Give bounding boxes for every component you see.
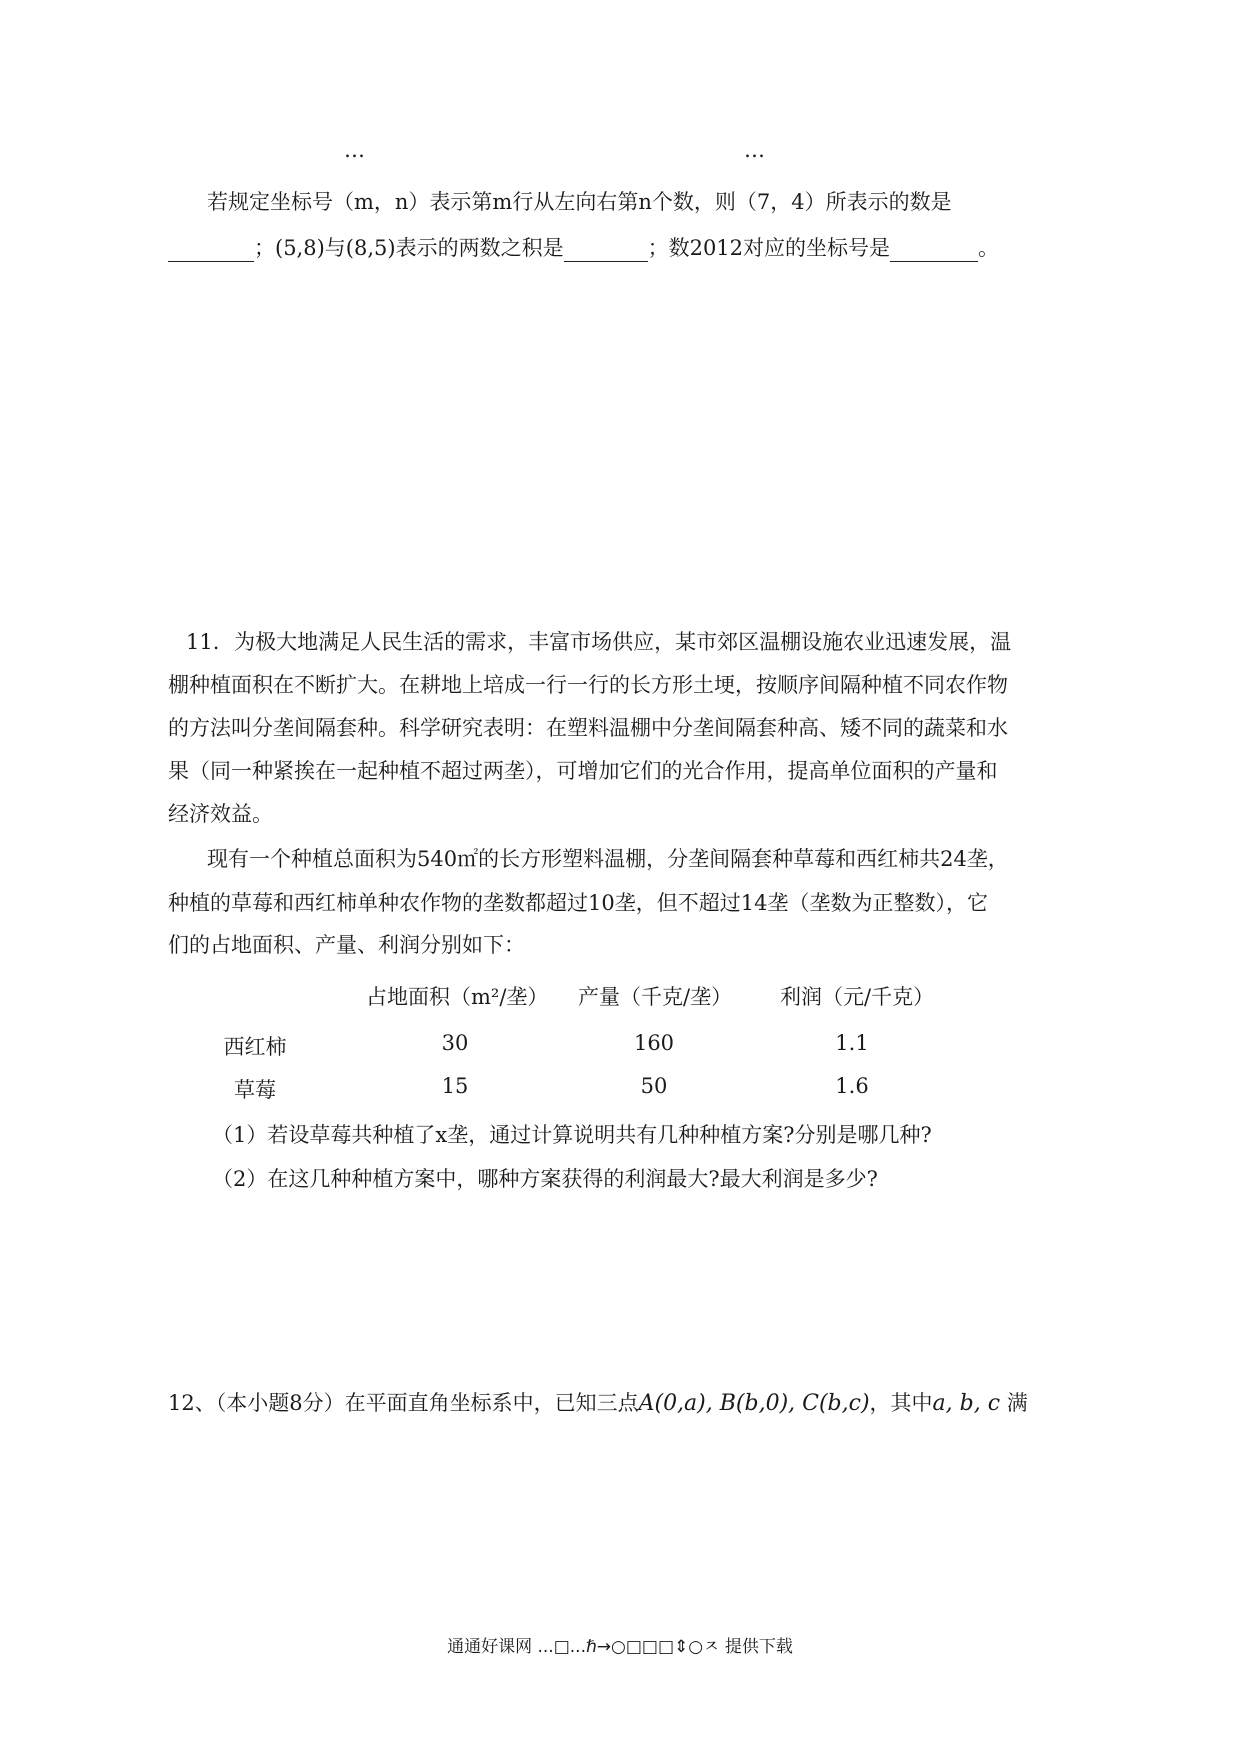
problem-11-para1-line-1: 为极大地满足人民生活的需求，丰富市场供应，某市郊区温棚设施农业迅速发展，温: [234, 630, 1012, 654]
problem-12-vars-math: a, b, c: [932, 1391, 1001, 1416]
problem-11-question-1: （1）若设草莓共种植了x垄，通过计算说明共有几种种植方案?分别是哪几种?: [212, 1123, 932, 1147]
table-row-yield: 160: [633, 1031, 675, 1055]
problem-11-para1-line-4: 果（同一种紧挨在一起种植不超过两垄），可增加它们的光合作用，提高单位面积的产量和: [168, 759, 998, 783]
problem-11-number: 11.: [186, 630, 220, 654]
problem-11-para1-line-5: 经济效益。: [168, 802, 273, 826]
answer-blank-3[interactable]: [890, 241, 978, 262]
table-header-profit: 利润（元/千克）: [780, 985, 935, 1009]
problem-12-text-mid: ，其中: [869, 1391, 933, 1415]
table-header-area: 占地面积（m²/垄）: [366, 985, 549, 1009]
problem-11-para2-line-2: 种植的草莓和西红柿单种农作物的垄数都超过10垄，但不超过14垄（垄数为正整数），它: [168, 891, 988, 915]
problem-11-para2-line-1: 现有一个种植总面积为540㎡的长方形塑料温棚，分垄间隔套种草莓和西红柿共24垄，: [207, 847, 1009, 871]
table-header-yield: 产量（千克/垄）: [578, 985, 733, 1009]
table-row-name: 西红柿: [223, 1035, 287, 1059]
problem-11-para1-line-3: 的方法叫分垄间隔套种。科学研究表明：在塑料温棚中分垄间隔套种高、矮不同的蔬菜和水: [168, 716, 1008, 740]
problem-12-points-math: A(0,a), B(b,0), C(b,c): [638, 1391, 870, 1416]
coordinate-rule-text: 若规定坐标号（m，n）表示第m行从左向右第n个数，则（7，4）所表示的数是: [207, 190, 952, 214]
answer-blank-2[interactable]: [564, 241, 648, 262]
table-row-area: 15: [441, 1074, 469, 1098]
problem-12-text-end: 满: [1006, 1391, 1028, 1415]
blank-question-3: ；数2012对应的坐标号是: [647, 236, 891, 260]
table-row-name: 草莓: [234, 1078, 276, 1102]
table-row-yield: 50: [640, 1074, 668, 1098]
problem-12-text-start: 12、（本小题8分）在平面直角坐标系中，已知三点: [168, 1391, 639, 1415]
problem-11-line-1: [186, 626, 1056, 656]
ellipsis-left: …: [344, 138, 365, 162]
ellipsis-right: …: [744, 138, 765, 162]
fill-in-blanks-line: [168, 232, 1038, 262]
table-row-profit: 1.6: [835, 1074, 869, 1098]
answer-blank-1[interactable]: [168, 241, 254, 262]
problem-11-para2-line-3: 们的占地面积、产量、利润分别如下：: [168, 933, 525, 957]
page-footer: 通通好课网 ...□...ℏ→○□□□⇕○ㅈ 提供下载: [447, 1637, 793, 1657]
problem-11-question-2: （2）在这几种种植方案中，哪种方案获得的利润最大?最大利润是多少?: [212, 1167, 878, 1191]
table-row-area: 30: [441, 1031, 469, 1055]
blank-end: 。: [978, 236, 1000, 260]
problem-12-line-1: [168, 1387, 1038, 1417]
table-row-profit: 1.1: [835, 1031, 869, 1055]
blank-question-2: ；(5,8)与(8,5)表示的两数之积是: [254, 236, 564, 260]
problem-11-para1-line-2: 棚种植面积在不断扩大。在耕地上培成一行一行的长方形土埂，按顺序间隔种植不同农作物: [168, 673, 1008, 697]
